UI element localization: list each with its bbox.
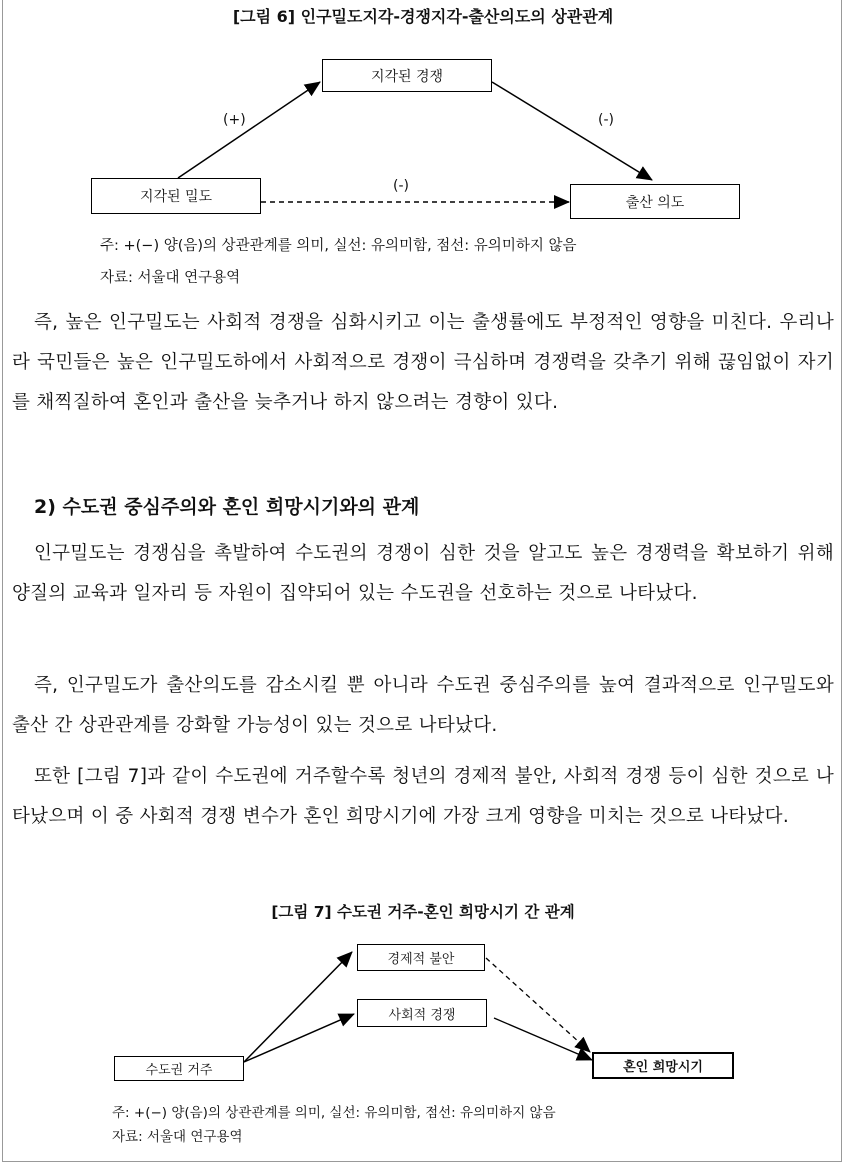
box-birth-intention-label: 출산 의도 [625,194,685,211]
box-birth-intention [570,184,740,219]
paragraph-1: 즉, 높은 인구밀도는 사회적 경쟁을 심화시키고 이는 출생률에도 부정적인 영향을 미친다. 우리나라 국민들은 높은 인구밀도하에서 사회적으로 경쟁이 극심하며 경쟁력을 갖추기 위해 끊임없이 자기를 채찍질하여 혼인과 출산을 늦추거나 하지 않으려는 경향이 있다. [12,312,834,413]
paragraph-2: 인구밀도는 경쟁심을 촉발하여 수도권의 경쟁이 심한 것을 알고도 높은 경쟁력을 확보하기 위해 양질의 교육과 일자리 등 자원이 집약되어 있는 수도권을 선호하는 것으로 나타났다. [12,543,834,604]
arrow-competition-to-intention [492,82,652,180]
arrow-capital-to-economic [244,952,352,1062]
sign-negative-competition: (-) [598,112,614,128]
box-perceived-density-label: 지각된 밀도 [139,189,213,205]
paragraph-3: 즉, 인구밀도가 출산의도를 감소시킬 뿐 아니라 수도권 중심주의를 높여 결과적으로 인구밀도와 출산 간 상관관계를 강화할 가능성이 있는 것으로 나타났다. [12,675,834,736]
arrow-capital-to-social [244,1014,354,1062]
box-economic-anxiety [357,944,485,971]
box-perceived-density [91,178,261,214]
figure7-source: 자료: 서울대 연구용역 [112,1129,243,1145]
figure7-title: [그림 7] 수도권 거주-혼인 희망시기 간 관계 [271,903,575,921]
box-social-competition-label: 사회적 경쟁 [388,1007,456,1023]
box-social-competition [357,999,487,1027]
figure6-title: [그림 6] 인구밀도지각-경쟁지각-출산의도의 상관관계 [232,7,614,26]
box-desired-marriage-time-label: 혼인 희망시기 [623,1060,703,1075]
paragraph-4: 또한 [그림 7]과 같이 수도권에 거주할수록 청년의 경제적 불안, 사회적 경쟁 등이 심한 것으로 나타났으며 이 중 사회적 경쟁 변수가 혼인 희망시기에 가장 크게 영향을 미치는 것으로 나타났다. [12,766,834,827]
figure6-source: 자료: 서울대 연구용역 [100,270,241,286]
arrow-economic-to-marriage-dashed [486,958,590,1052]
box-economic-anxiety-label: 경제적 불안 [387,952,455,967]
arrow-social-to-marriage [494,1018,592,1060]
box-desired-marriage-time [592,1052,734,1079]
figure7-note: 주: +(−) 양(음)의 상관관계를 의미, 실선: 유의미함, 점선: 유의미하지 않음 [112,1105,556,1121]
arrow-density-to-competition [178,82,320,178]
box-capital-residence [114,1056,244,1081]
sign-negative-density: (-) [393,178,409,194]
section-heading: 2) 수도권 중심주의와 혼인 희망시기와의 관계 [34,496,420,518]
sign-positive: (+) [223,112,246,128]
box-perceived-competition [322,59,492,92]
box-capital-residence-label: 수도권 거주 [145,1063,213,1078]
box-perceived-competition-label: 지각된 경쟁 [370,68,444,85]
figure6-note: 주: +(−) 양(음)의 상관관계를 의미, 실선: 유의미함, 점선: 유의미하지 않음 [100,238,577,254]
